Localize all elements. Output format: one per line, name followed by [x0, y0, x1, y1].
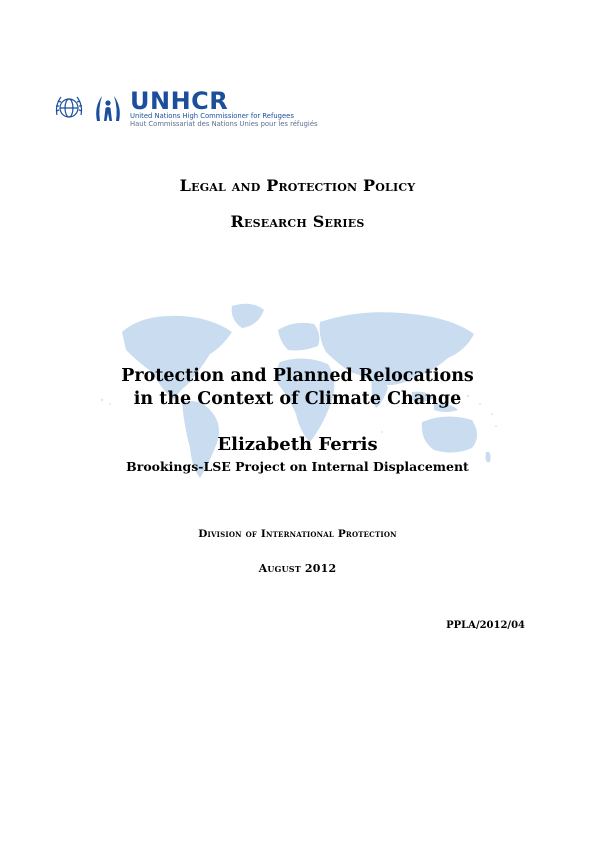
unhcr-emblem-icon	[91, 91, 125, 125]
unhcr-logo	[52, 87, 318, 128]
brand-subtitle-en: United Nations High Commissioner for Refugees	[130, 112, 294, 120]
un-emblem-icon	[52, 91, 86, 125]
author-affiliation: Brookings-LSE Project on Internal Displacement	[126, 459, 469, 474]
paper-title-line2: in the Context of Climate Change	[133, 389, 462, 409]
series-title-line2: Research Series	[230, 212, 365, 231]
brand-name: UNHCR	[130, 87, 229, 115]
series-title-line1: Legal and Protection Policy	[179, 176, 416, 195]
brand-subtitle-fr: Haut Commissariat des Nations Unies pour les réfugiés	[130, 120, 318, 128]
division-name: Division of International Protection	[198, 528, 397, 540]
paper-title	[0, 365, 595, 411]
paper-title-line1: Protection and Planned Relocations	[121, 366, 474, 386]
document-number: PPLA/2012/04	[446, 620, 525, 631]
author-name: Elizabeth Ferris	[217, 434, 378, 455]
publication-date: August 2012	[258, 562, 337, 575]
